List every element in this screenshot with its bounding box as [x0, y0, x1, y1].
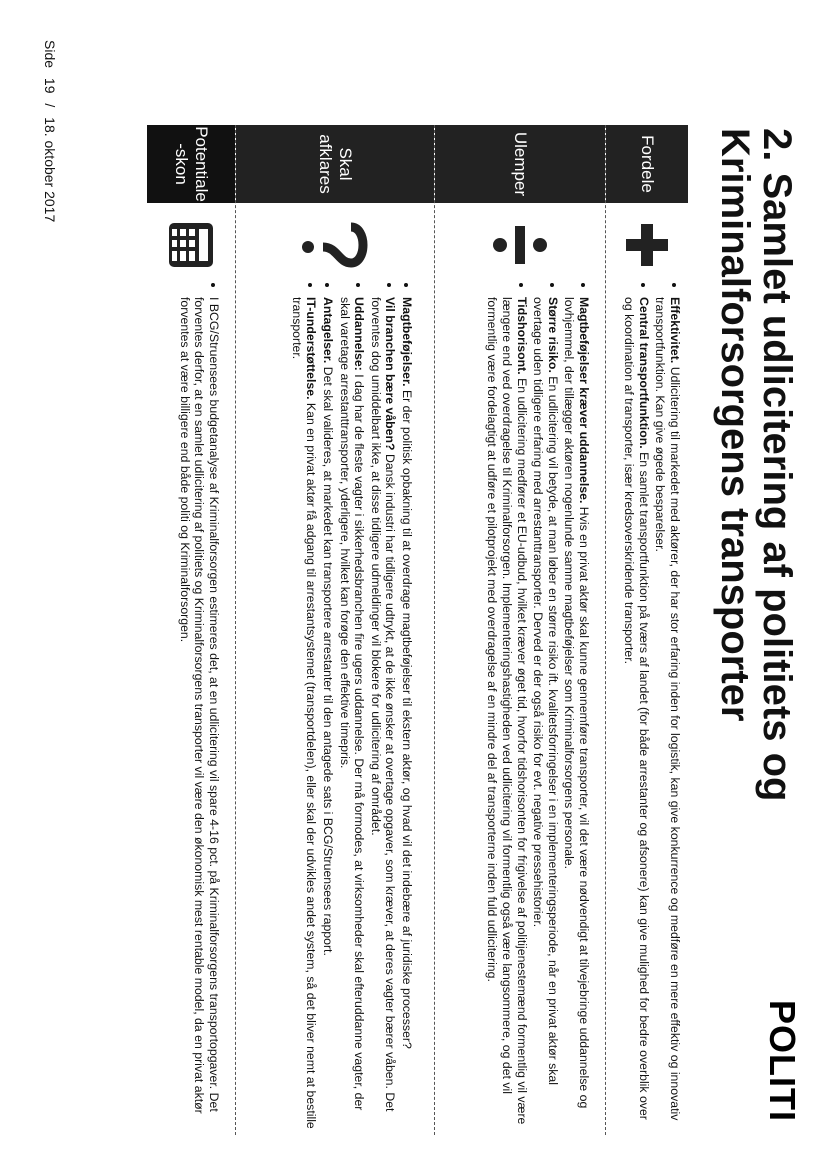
- row-label: Potentiale -skon: [147, 125, 235, 203]
- row-content: [620, 285, 682, 1129]
- list-item: • Uddannelse: I dag har de fleste vagter i sikkerhedsbranchen fire ugers uddannelse. Der må formodes, at virksomheder skal efteruddanne vagter, der skal varetage arrestanttransporter, yderligere, hvilket kan forøge den effektive timepris.: [337, 297, 366, 1129]
- footer-date: 18. oktober 2017: [42, 117, 58, 223]
- page-label: Side: [42, 40, 58, 69]
- list-item: • I BCG/Struensees budgetanalyse af Kriminalforsorgen estimeres det, at en udlicitering vil spare 4-16 pct. på Kriminalforsorgens transportopgaver. Det forventes derfor, at en samlet udlicitering af politiets og Kriminalforsorgens transporter vil være den økonomisk mest rentable model, da en privat aktør forventes at være billigere end både politi og Kriminalforsorgen.: [177, 297, 221, 1129]
- divide-icon: [435, 215, 605, 275]
- row-skal-afklares: [235, 125, 434, 1135]
- row-potentialeskon: [147, 125, 235, 1135]
- list-item: • Magtbeføjelser kræver uddannelse. Hvis en privat aktør skal kunne gennemføre transporter, vil det være nødvendigt at tilvejebringe uddannelse og lovhjemmel, der tillægger aktøren nogenlunde samme magtbeføjelser som Kriminalforsorgens personale.: [562, 297, 591, 1129]
- row-content: [175, 285, 221, 1129]
- list-item: • Antagelser. Det skal valideres, at markedet kan transportere arrestanter til den antagede sats i BCG/Struensees rapport.: [320, 297, 335, 1129]
- row-ulemper: [434, 125, 605, 1135]
- list-item: • Magtbeføjelser. Er der politisk opbakning til at overdrage magtbeføjelser til ekstern aktør, og hvad vil det indebære af juridiske processer?: [399, 297, 414, 1129]
- page-footer: [42, 40, 58, 228]
- row-content: [287, 285, 414, 1129]
- row-label: Skal afklares: [236, 125, 434, 203]
- list-item: • Større risiko. En udlicitering vil betyde, at man løber en større risiko ift. kvalitetsforringelser i en implementeringsperiode, når en privat aktør skal overtage uden tidligere erfaring med arrestanttransporter. Derved er der også risiko for evt. negative pressehistorier.: [531, 297, 560, 1129]
- plus-icon: [606, 215, 688, 275]
- list-item: • Vil branchen bære våben? Dansk industri har tidligere udtrykt, at de ikke ønsker at overtage opgaver, som kræver, at deres vagter bærer våben. Det forventes dog umiddelbart ikke, at disse tidligere udmeldinger vil blokere for udlicitering af området.: [368, 297, 397, 1129]
- page-number: 19: [42, 77, 58, 94]
- calculator-icon: [147, 215, 235, 275]
- list-item: • Tidshorisont. En udlicitering medfører et EU-udbud, hvilket kræver øget tid, hvorfor tidshorisonten for frigivelse af politijenestemænd formentlig vil være længere end ved overdragelse til Kriminalforsorgen. Implementeringshastigheden ved udlicitering vil formentlig også være langsommere, og det vil formentlig være fordelagtigt at udføre et pilotprojekt med overdragelse af en mindre del af transporterne inden fuld udlicitering.: [485, 297, 529, 1129]
- row-content: [483, 285, 591, 1129]
- row-label: Ulemper: [435, 125, 605, 203]
- page-title: 2. Samlet udlicitering af politiets og Kriminalforsorgens transporter: [713, 128, 799, 802]
- question-icon: [236, 215, 434, 275]
- separator: /: [42, 103, 58, 108]
- row-label: Fordele: [606, 125, 688, 203]
- politi-logo: POLITI: [762, 1000, 803, 1122]
- row-fordele: [605, 125, 688, 1135]
- list-item: • IT-understøttelse. Kan en privat aktør få adgang til arrestantsystemet (transportdelen), eller skal der udvikles andet system, så det bliver nemt at bestille transporter.: [289, 297, 318, 1129]
- list-item: • Central transportfunktion. En samlet transportfunktion på tværs af landet (for både arrestanter og afsonere) kan give mulighed for bedre overblik over og koordination af transporter, især kredsoverskridende transporter.: [622, 297, 651, 1129]
- list-item: • Effektivitet. Udlicitering til markedet med aktører, der har stor erfaring inden for logistik, kan give konkurrence og medføre en mere effektiv og innovativ transportfunktion. Kan give øgede besparelser.: [653, 297, 682, 1129]
